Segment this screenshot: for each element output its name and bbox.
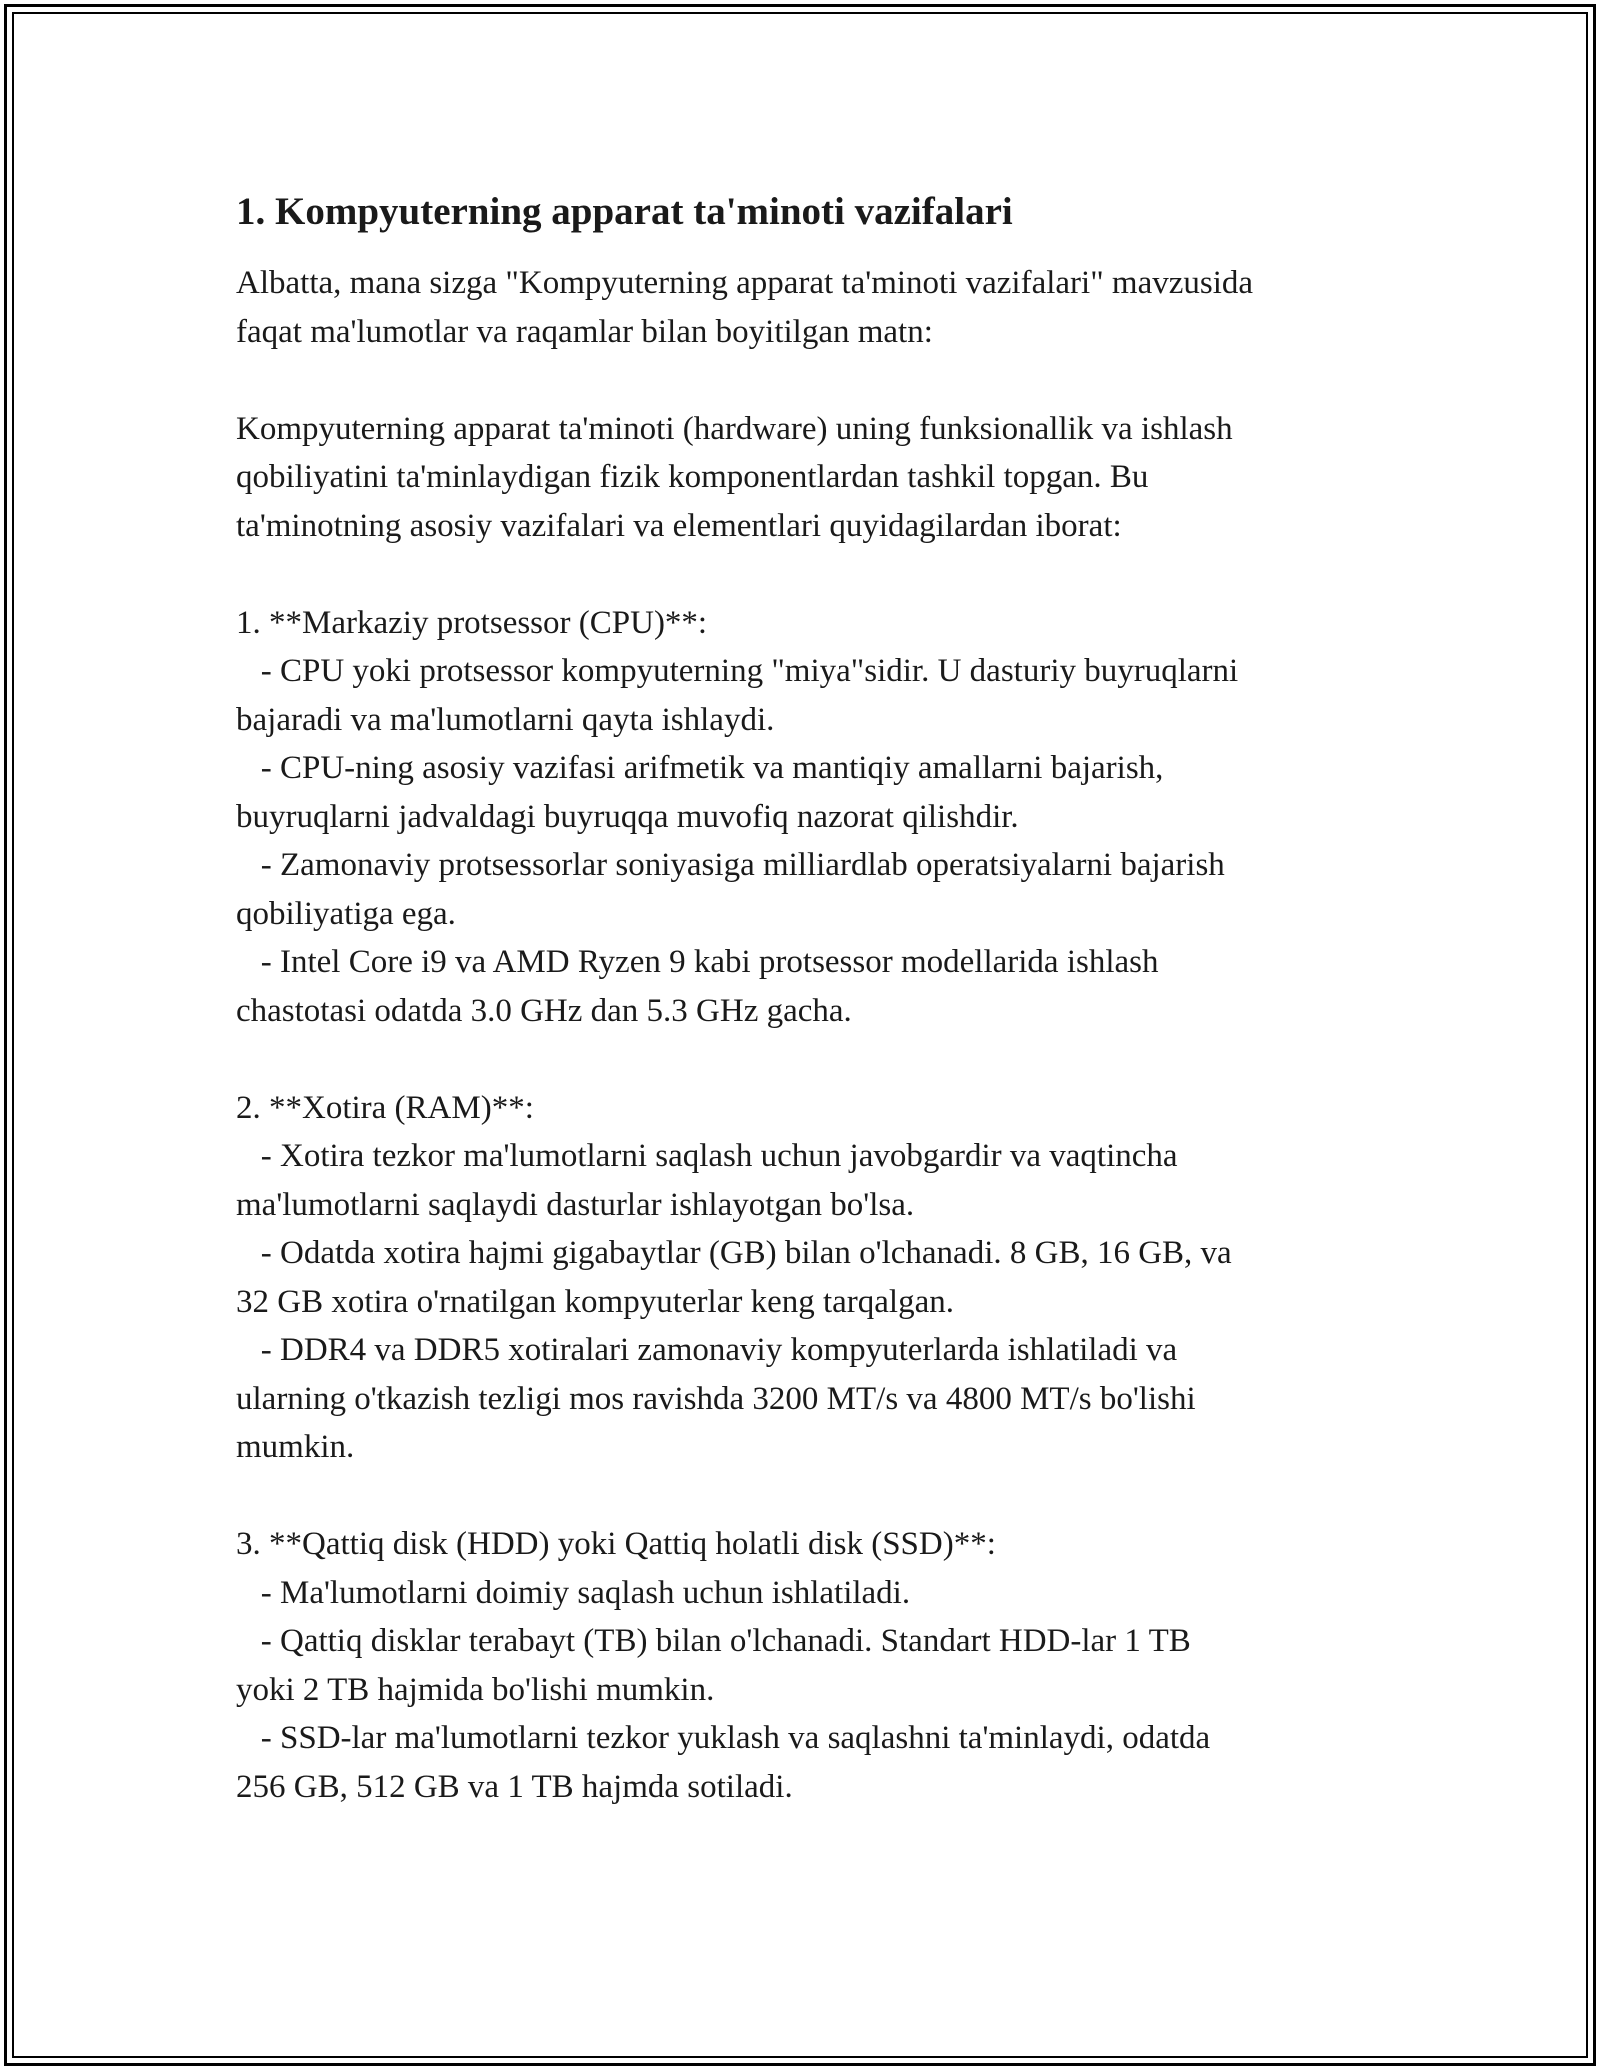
document-content [236, 188, 1396, 1811]
text-line: - Xotira tezkor ma'lumotlarni saqlash uchun javobgardir va vaqtincha [236, 1138, 1178, 1174]
text-line: 32 GB xotira o'rnatilgan kompyuterlar keng tarqalgan. [236, 1283, 954, 1320]
blank-line [236, 550, 1396, 599]
text-line: - Ma'lumotlarni doimiy saqlash uchun ishlatiladi. [236, 1574, 911, 1611]
text-line: chastotasi odatda 3.0 GHz dan 5.3 GHz gacha. [236, 992, 852, 1029]
text-line: - Qattiq disklar terabayt (TB) bilan o'lchanadi. Standart HDD-lar 1 TB [236, 1623, 1191, 1659]
blank-line [236, 1472, 1396, 1521]
text-line: 3. **Qattiq disk (HDD) yoki Qattiq holatli disk (SSD)**: [236, 1526, 996, 1562]
blank-line [236, 356, 1396, 405]
text-line: faqat ma'lumotlar va raqamlar bilan boyitilgan matn: [236, 313, 933, 350]
text-line: 1. **Markaziy protsessor (CPU)**: [236, 604, 708, 641]
text-line: - SSD-lar ma'lumotlarni tezkor yuklash va saqlashni ta'minlaydi, odatda [236, 1720, 1211, 1756]
text-line: 256 GB, 512 GB va 1 TB hajmda sotiladi. [236, 1768, 793, 1805]
text-line: ma'lumotlarni saqlaydi dasturlar ishlayotgan bo'lsa. [236, 1186, 915, 1223]
text-line: - DDR4 va DDR5 xotiralari zamonaviy kompyuterlarda ishlatiladi va [236, 1332, 1178, 1368]
document-body [236, 259, 1396, 1811]
text-line: yoki 2 TB hajmida bo'lishi mumkin. [236, 1671, 715, 1708]
text-line: bajaradi va ma'lumotlarni qayta ishlaydi. [236, 701, 775, 738]
text-line: qobiliyatini ta'minlaydigan fizik komponentlardan tashkil topgan. Bu [236, 459, 1149, 495]
text-line: Albatta, mana sizga "Kompyuterning apparat ta'minoti vazifalari" mavzusida [236, 265, 1254, 301]
text-line: ta'minotning asosiy vazifalari va elementlari quyidagilardan iborat: [236, 507, 1122, 544]
text-line: buyruqlarni jadvaldagi buyruqqa muvofiq nazorat qilishdir. [236, 798, 1019, 835]
text-line: - CPU yoki protsessor kompyuterning "miya"sidir. U dasturiy buyruqlarni [236, 653, 1239, 689]
text-line: mumkin. [236, 1429, 355, 1465]
text-line: - Zamonaviy protsessorlar soniyasiga milliardlab operatsiyalarni bajarish [236, 847, 1225, 883]
text-line: - CPU-ning asosiy vazifasi arifmetik va mantiqiy amallarni bajarish, [236, 750, 1164, 786]
text-line: - Intel Core i9 va AMD Ryzen 9 kabi protsessor modellarida ishlash [236, 944, 1159, 980]
text-line: ularning o'tkazish tezligi mos ravishda 3200 MT/s va 4800 MT/s bo'lishi [236, 1380, 1196, 1417]
text-line: - Odatda xotira hajmi gigabaytlar (GB) bilan o'lchanadi. 8 GB, 16 GB, va [236, 1235, 1232, 1271]
blank-line [236, 1035, 1396, 1084]
document-title: 1. Kompyuterning apparat ta'minoti vazifalari [236, 190, 1013, 233]
text-line: 2. **Xotira (RAM)**: [236, 1089, 534, 1126]
text-line: Kompyuterning apparat ta'minoti (hardware) uning funksionallik va ishlash [236, 410, 1233, 447]
text-line: qobiliyatiga ega. [236, 895, 456, 932]
